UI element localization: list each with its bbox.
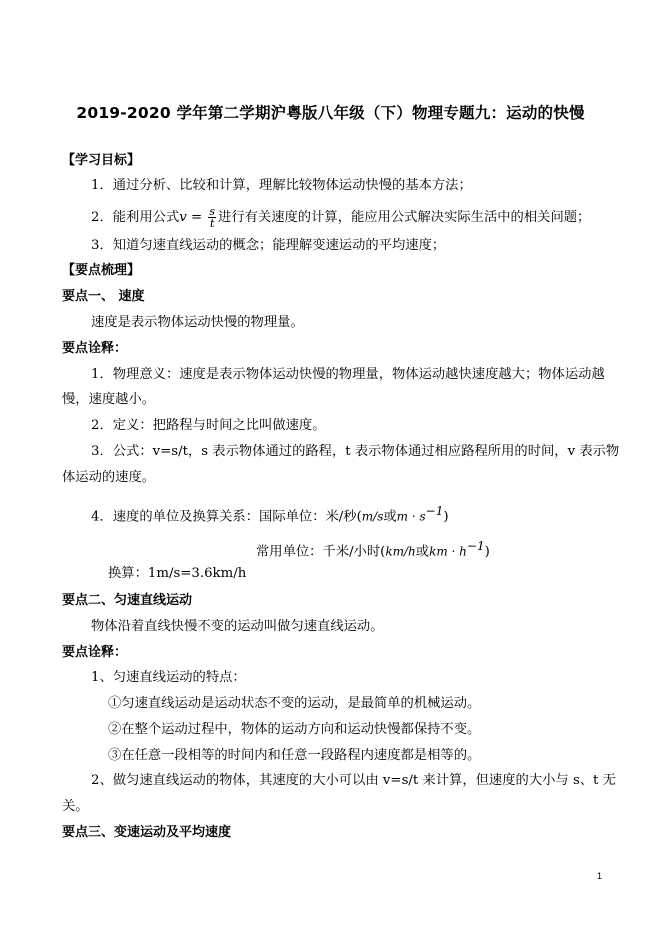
p1-item4-close: )	[443, 509, 449, 525]
document-title: 2019-2020 学年第二学期沪粤版八年级（下）物理专题九：运动的快慢	[76, 104, 585, 122]
goal-2-prefix: 2．能利用公式	[91, 210, 180, 225]
formula-v: v	[179, 210, 187, 225]
p1-item1-line1: 1．物理意义：速度是表示物体运动快慢的物理量，物体运动越快速度越大；物体运动越	[91, 367, 605, 382]
p2-item2-line1: 2、做匀速直线运动的物体，其速度的大小可以由 v=s/t 来计算，但速度的大小与 s、t 无	[91, 773, 616, 788]
p2-item2-line2: 关。	[62, 799, 89, 814]
unit-km-per-h: km/h	[385, 544, 416, 559]
formula-denominator: t	[209, 217, 215, 230]
p2-sub3: ③在任意一段相等的时间内和任意一段路程内速度都是相等的。	[108, 748, 481, 763]
p1-common-units	[256, 538, 490, 560]
p2-item1: 1、匀速直线运动的特点：	[91, 670, 246, 685]
study-goals-heading: 【学习目标】	[62, 153, 141, 168]
p1-common-or: 或	[415, 544, 430, 560]
goal-3: 3．知道匀速直线运动的概念；能理解变速运动的平均速度；	[91, 238, 446, 253]
unit-m-s-exponent: −1	[425, 504, 444, 518]
formula-numerator: s	[209, 205, 216, 218]
p1-item4-or: 或	[383, 509, 397, 525]
p1-common-close: )	[484, 544, 490, 560]
p1-item2: 2．定义：把路程与时间之比叫做速度。	[91, 418, 326, 433]
p1-conversion: 换算：1m/s=3.6km/h	[108, 566, 247, 581]
p1-common-prefix: 常用单位：千米/小时(	[256, 544, 386, 560]
point-2-explain-heading: 要点诠释：	[62, 645, 128, 660]
goal-2-suffix: 进行有关速度的计算，能应用公式解决实际生活中的相关问题；	[218, 210, 591, 225]
key-points-heading: 【要点梳理】	[62, 263, 141, 278]
formula-fraction	[208, 206, 216, 229]
page-number: 1	[597, 871, 603, 881]
point-2-heading: 要点二、匀速直线运动	[62, 593, 193, 608]
point-1-heading: 要点一、 速度	[62, 289, 145, 304]
unit-m-per-s: m/s	[361, 509, 384, 524]
goal-1: 1．通过分析、比较和计算，理解比较物体运动快慢的基本方法；	[91, 178, 472, 193]
point-1-text: 速度是表示物体运动快慢的物理量。	[91, 315, 304, 330]
p1-item4-prefix: 4．速度的单位及换算关系：国际单位：米/秒(	[91, 509, 362, 525]
point-1-explain-heading: 要点诠释：	[62, 341, 128, 356]
p1-item4	[91, 503, 449, 525]
point-3-heading: 要点三、变速运动及平均速度	[62, 825, 232, 840]
point-2-text: 物体沿着直线快慢不变的运动叫做匀速直线运动。	[91, 619, 384, 634]
p2-sub2: ②在整个运动过程中，物体的运动方向和运动快慢都保持不变。	[108, 722, 481, 737]
unit-km-h-inverse: km · h	[429, 544, 467, 559]
p1-item1-line2: 慢，速度越小。	[62, 392, 156, 407]
goal-2: 2．能利用公式v = $\frac{s}{t}$ 进行有关速度的计算，能应用公式解决实际生活中的相关问题；	[91, 205, 591, 230]
unit-m-s-inverse: m · s	[396, 509, 426, 524]
unit-km-h-exponent: −1	[466, 539, 485, 553]
p2-sub1: ①匀速直线运动是运动状态不变的运动，是最简单的机械运动。	[108, 696, 481, 711]
p1-item3-line1: 3．公式：v=s/t，s 表示物体通过的路程，t 表示物体通过相应路程所用的时间，v 表示物	[91, 444, 620, 459]
p1-item3-line2: 体运动的速度。	[62, 470, 156, 485]
